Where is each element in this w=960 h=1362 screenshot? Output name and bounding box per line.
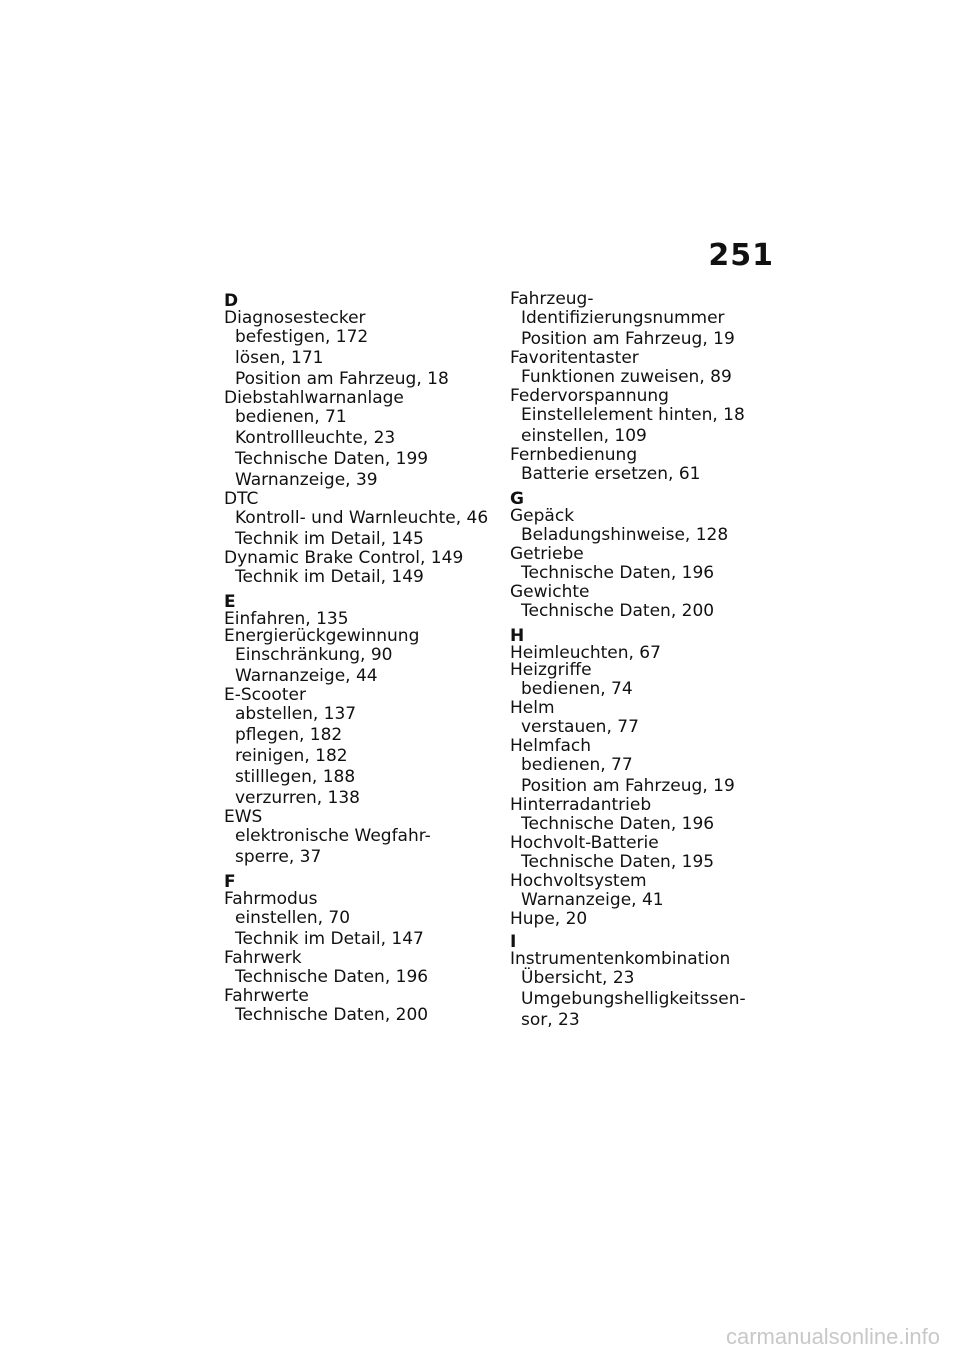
index-subentry: Technik im Detail, 147 (235, 929, 424, 949)
section-letter: H (510, 626, 525, 646)
index-section (224, 874, 499, 1026)
index-subentry: lösen, 171 (235, 348, 324, 368)
index-subentry: Warnanzeige, 39 (235, 470, 378, 490)
index-entry-head: Fernbedienung (510, 445, 638, 465)
index-entry-head: Fahrwerte (224, 986, 309, 1006)
index-subentry: Einstellelement hinten, 18 (521, 405, 745, 425)
index-subentry: pflegen, 182 (235, 725, 343, 745)
index-subentry: Position am Fahrzeug, 19 (521, 776, 735, 796)
watermark: carmanualsonline.info (725, 1324, 940, 1349)
index-entry (224, 891, 499, 950)
index-subentry: Warnanzeige, 41 (521, 890, 664, 910)
index-section (224, 293, 499, 588)
index-subentry: einstellen, 70 (235, 908, 351, 928)
index-subentry: Umgebungshelligkeitssen- (521, 989, 746, 1009)
index-entry (510, 700, 770, 738)
index-entry (510, 911, 770, 928)
index-section (224, 594, 499, 868)
index-subentry: Übersicht, 23 (521, 968, 635, 988)
index-entry (224, 950, 499, 988)
index-entry (224, 809, 499, 868)
index-entry (510, 873, 770, 911)
index-entry (224, 550, 499, 588)
index-subentry: bedienen, 77 (521, 755, 633, 775)
index-subentry: Kontrollleuchte, 23 (235, 428, 396, 448)
index-entry (224, 687, 499, 809)
index-entry-head: Gepäck (510, 506, 575, 526)
index-entry-head: EWS (224, 807, 263, 827)
index-subentry: Technische Daten, 196 (521, 814, 715, 834)
index-subentry: Einschränkung, 90 (235, 645, 393, 665)
index-subentry: Position am Fahrzeug, 19 (521, 329, 735, 349)
index-entry-head: Helm (510, 698, 555, 718)
index-entry-head: Hupe, 20 (510, 909, 588, 929)
index-subentry: Technische Daten, 195 (521, 852, 715, 872)
index-subentry: reinigen, 182 (235, 746, 348, 766)
index-entry-head: Favoritentaster (510, 348, 639, 368)
index-section (510, 628, 770, 928)
index-entry (510, 835, 770, 873)
index-entry-head: Einfahren, 135 (224, 609, 349, 629)
index-subentry: befestigen, 172 (235, 327, 369, 347)
index-section (510, 291, 770, 485)
index-subentry: Kontroll- und Warnleuchte, 46 (235, 508, 489, 528)
index-subentry: stilllegen, 188 (235, 767, 356, 787)
index-entry-head: Diebstahlwarnanlage (224, 388, 404, 408)
index-subentry: verzurren, 138 (235, 788, 361, 808)
index-subentry: Warnanzeige, 44 (235, 666, 378, 686)
index-entry (510, 584, 770, 622)
section-letter: E (224, 592, 236, 612)
index-entry (510, 738, 770, 797)
index-subentry: verstauen, 77 (521, 717, 639, 737)
index-subentry: einstellen, 109 (521, 426, 647, 446)
index-entry-head: Heizgriffe (510, 660, 592, 680)
index-subentry: abstellen, 137 (235, 704, 357, 724)
index-entry (510, 546, 770, 584)
index-entry (224, 628, 499, 687)
index-subentry: Funktionen zuweisen, 89 (521, 367, 732, 387)
index-entry (224, 390, 499, 491)
index-entry (510, 291, 770, 350)
index-entry-head: E-Scooter (224, 685, 306, 705)
index-entry-head: Hochvoltsystem (510, 871, 647, 891)
index-subentry: bedienen, 71 (235, 407, 347, 427)
section-letter: I (510, 932, 517, 952)
index-subentry: Technische Daten, 200 (235, 1005, 429, 1025)
index-entry (510, 388, 770, 447)
index-column-right (510, 291, 770, 1037)
index-entry-head: Hochvolt-Batterie (510, 833, 659, 853)
index-subentry: Identifizierungsnummer (521, 308, 725, 328)
index-entry (510, 447, 770, 485)
index-entry-head: Fahrwerk (224, 948, 302, 968)
index-entry-head: Diagnosestecker (224, 308, 366, 328)
index-column-left (224, 291, 499, 1032)
index-subentry: bedienen, 74 (521, 679, 633, 699)
section-letter: G (510, 489, 524, 509)
index-entry-head: Heimleuchten, 67 (510, 643, 661, 663)
index-subentry: Technische Daten, 200 (521, 601, 715, 621)
index-subentry: Technik im Detail, 145 (235, 529, 424, 549)
page-number: 251 (708, 238, 774, 273)
index-entry-head: Instrumentenkombination (510, 949, 731, 969)
index-entry-head: Federvorspannung (510, 386, 669, 406)
index-section (510, 934, 770, 1031)
index-entry-head: Energierückgewinnung (224, 626, 420, 646)
index-subentry: Beladungshinweise, 128 (521, 525, 729, 545)
index-entry (510, 797, 770, 835)
index-subentry: Position am Fahrzeug, 18 (235, 369, 449, 389)
index-subentry: sperre, 37 (235, 847, 322, 867)
index-subentry: elektronische Wegfahr- (235, 826, 431, 846)
index-entry (510, 662, 770, 700)
index-subentry: Technische Daten, 199 (235, 449, 429, 469)
index-entry-head: Getriebe (510, 544, 584, 564)
index-section (510, 491, 770, 622)
index-subentry: Technik im Detail, 149 (235, 567, 424, 587)
index-entry (510, 350, 770, 388)
index-entry-head: Dynamic Brake Control, 149 (224, 548, 464, 568)
section-letter: D (224, 291, 239, 311)
index-entry-head: Fahrzeug- (510, 289, 594, 309)
index-entry-head: Helmfach (510, 736, 592, 756)
index-entry-head: Fahrmodus (224, 889, 318, 909)
index-subentry: sor, 23 (521, 1010, 580, 1030)
index-subentry: Batterie ersetzen, 61 (521, 464, 701, 484)
index-subentry: Technische Daten, 196 (235, 967, 429, 987)
index-entry (224, 988, 499, 1026)
section-letter: F (224, 872, 236, 892)
index-entry-head: Gewichte (510, 582, 590, 602)
index-entry-head: Hinterradantrieb (510, 795, 652, 815)
index-entry-head: DTC (224, 489, 259, 509)
index-entry (224, 491, 499, 550)
index-entry (510, 951, 770, 1031)
index-entry (224, 310, 499, 390)
index-entry (510, 508, 770, 546)
index-subentry: Technische Daten, 196 (521, 563, 715, 583)
